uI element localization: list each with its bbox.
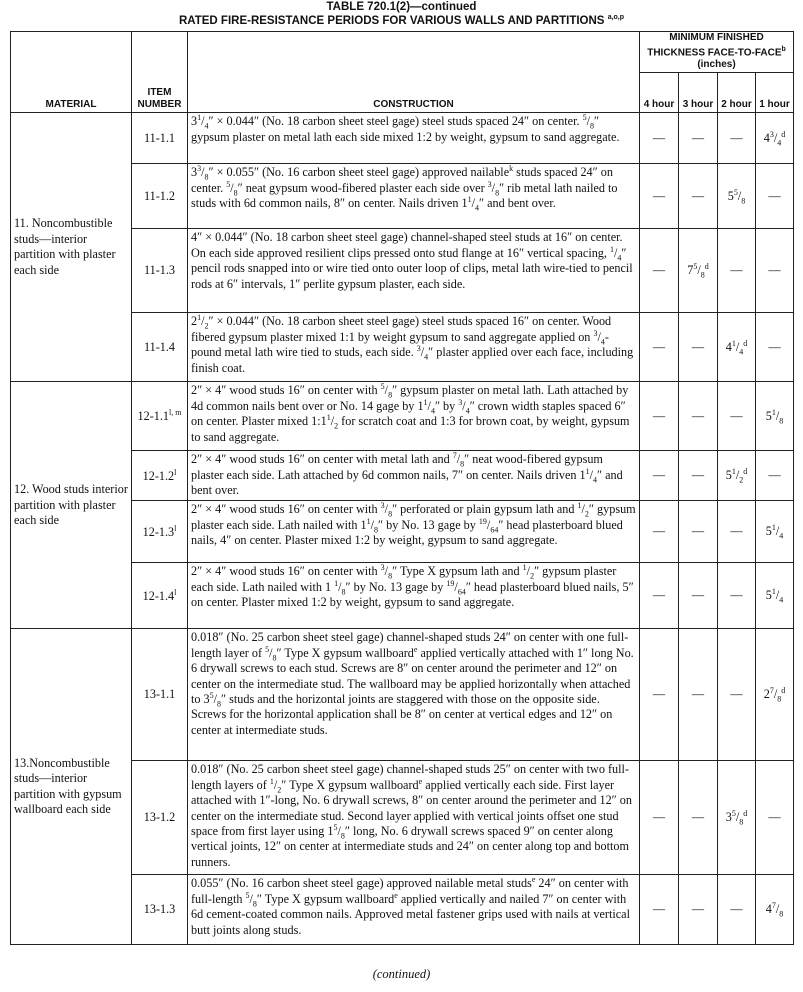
header-material: MATERIAL	[11, 32, 132, 113]
subtitle-notes: a,o,p	[607, 14, 625, 21]
construction-cell: $2^1/_2'' \times 0.044''$ (No. 18 carbon sheet steel gage) steel studs spaced 16″ on center. Wood fibered gypsum plaster mixed 1:1 by weight gypsum to sand aggregate applied on $^3/_4$-pound metal lath wire tied to studs, each side. $^3/_4''$ plaster applied over each face, including finish coat.	[188, 313, 640, 382]
rating-cell-4-hour: —	[640, 451, 679, 501]
material-cell: 12. Wood studs interior partition with plaster each side	[11, 382, 132, 629]
rating-cell-2-hour: —	[718, 875, 756, 945]
rating-cell-2-hour: $4^1/_4^d$	[718, 313, 756, 382]
rating-cell-2-hour: —	[718, 229, 756, 313]
rating-cell-3-hour: $7^5/_8^d$	[679, 229, 718, 313]
rating-cell-4-hour: —	[640, 563, 679, 629]
table-body	[11, 113, 794, 945]
rating-cell-2-hour: —	[718, 563, 756, 629]
rating-cell-2-hour: —	[718, 113, 756, 164]
rating-cell-3-hour: —	[679, 563, 718, 629]
header-1-hour: 1 hour	[756, 73, 794, 113]
construction-cell: 2″ × 4″ wood studs 16″ on center with $^3/_8''$ Type X gypsum lath and $^1/_2''$ gypsum plaster each side. Lath nailed with 1 $^1/_8''$ by No. 13 gage by $^{19}/_{64}''$ head plasterboard blued nails, 5″ on center. Plaster mixed 1:2 by weight, gypsum to sand aggregate.	[188, 563, 640, 629]
rating-cell-4-hour: —	[640, 875, 679, 945]
construction-cell: 0.055″ (No. 16 carbon sheet steel gage) approved nailable metal studs$^e$ 24″ on center with full-length $^5/_8''$ Type X gypsum wallboard$^e$ applied vertically and nailed 7″ on center with 6d cement-coated common nails. Approved metal fastener grips used with nails at vertical butt joints along studs.	[188, 875, 640, 945]
item-number-cell: 12-1.1$^{l, m}$	[132, 382, 188, 451]
construction-cell: 0.018″ (No. 25 carbon sheet steel gage) channel-shaped studs 25″ on center with two full-length layers of $^1/_2''$ Type X gypsum wallboard$^e$ applied vertically each side. First layer attached with 1″-long, No. 6 drywall screws, 8″ on center around the perimeter and 12″ on center on the intermediate stud. Second layer applied with vertical joints offset one stud space from first layer using $1^5/_8''$ long, No. 6 drywall screws spaced 9″ on center along vertical joints, 12″ on center at intermediate studs and 24″ on center along top and bottom runners.	[188, 761, 640, 875]
header-thickness-unit: (inches)	[697, 59, 736, 71]
header-2-hour: 2 hour	[718, 73, 756, 113]
rating-cell-4-hour: —	[640, 382, 679, 451]
item-number-cell: 11-1.4	[132, 313, 188, 382]
rating-cell-4-hour: —	[640, 761, 679, 875]
rating-cell-3-hour: —	[679, 875, 718, 945]
rating-cell-3-hour: —	[679, 382, 718, 451]
rating-cell-4-hour: —	[640, 229, 679, 313]
header-row-top	[11, 32, 794, 73]
rating-cell-3-hour: —	[679, 113, 718, 164]
construction-cell: $3^1/_4'' \times 0.044''$ (No. 18 carbon sheet steel gage) steel studs spaced 24″ on center. $^5/_8''$ gypsum plaster on metal lath each side mixed 1:2 by weight, gypsum to sand aggregate.	[188, 113, 640, 164]
material-cell: 11. Noncombustible studs—interior partition with plaster each side	[11, 113, 132, 382]
item-number-cell: 13-1.1	[132, 629, 188, 761]
rating-cell-1-hour: —	[756, 229, 794, 313]
rating-cell-3-hour: —	[679, 313, 718, 382]
rating-cell-4-hour: —	[640, 113, 679, 164]
item-number-cell: 11-1.1	[132, 113, 188, 164]
rating-cell-1-hour: $5^1/_4$	[756, 501, 794, 563]
table-subtitle	[0, 14, 803, 27]
item-number-cell: 13-1.3	[132, 875, 188, 945]
item-number-cell: 11-1.3	[132, 229, 188, 313]
subtitle-text: RATED FIRE-RESISTANCE PERIODS FOR VARIOUS WALLS AND PARTITIONS	[178, 14, 605, 27]
rating-cell-1-hour: $4^3/_4^d$	[756, 113, 794, 164]
item-number-cell: 12-1.3$^l$	[132, 501, 188, 563]
rating-cell-3-hour: —	[679, 501, 718, 563]
rating-cell-1-hour: —	[756, 164, 794, 229]
header-item-number: ITEM NUMBER	[132, 32, 188, 113]
continued-footer: (continued)	[372, 967, 431, 981]
rating-cell-1-hour: $5^1/_4$	[756, 563, 794, 629]
header-construction: CONSTRUCTION	[188, 32, 640, 113]
rating-cell-2-hour: $5^5/_8$	[718, 164, 756, 229]
table-row	[11, 113, 794, 164]
construction-cell: 2″ × 4″ wood studs 16″ on center with metal lath and $^7/_8''$ neat wood-fibered gypsum plaster each side. Lath attached by 6d common nails, 7″ on center. Nails driven $1^1/_4''$ and bent over.	[188, 451, 640, 501]
header-4-hour: 4 hour	[640, 73, 679, 113]
rating-cell-1-hour: —	[756, 313, 794, 382]
material-cell: 13.Noncombustible studs—interior partition with gypsum wallboard each side	[11, 629, 132, 945]
construction-cell: 2″ × 4″ wood studs 16″ on center with $^5/_8''$ gypsum plaster on metal lath. Lath attached by 4d common nails bent over or No. 14 gage by $1^1/_4''$ by $^3/_4''$ crown width staples spaced 6″ on center. Plaster mixed $1:1^1/_2$ for scratch coat and 1:3 for brown coat, by weight, gypsum to sand aggregate.	[188, 382, 640, 451]
rating-cell-4-hour: —	[640, 164, 679, 229]
fire-resistance-table	[10, 31, 794, 945]
rating-cell-1-hour: $5^1/_8$	[756, 382, 794, 451]
rating-cell-2-hour: —	[718, 501, 756, 563]
table-title: TABLE 720.1(2)—continued	[326, 1, 477, 13]
rating-cell-2-hour: $3^5/_8^d$	[718, 761, 756, 875]
rating-cell-4-hour: —	[640, 501, 679, 563]
header-thickness-label: MINIMUM FINISHED THICKNESS FACE-TO-FACE	[647, 32, 782, 59]
rating-cell-1-hour: $2^7/_8^d$	[756, 629, 794, 761]
rating-cell-4-hour: —	[640, 313, 679, 382]
rating-cell-1-hour: —	[756, 451, 794, 501]
construction-cell: 2″ × 4″ wood studs 16″ on center with $^3/_8''$ perforated or plain gypsum lath and $^1/_2''$ gypsum plaster each side. Lath nailed with $1^1/_8''$ by No. 13 gage by $^{19}/_{64}''$ head plasterboard blued nails, 4″ on center. Plaster mixed 1:2 by weight, gypsum to sand aggregate.	[188, 501, 640, 563]
item-number-cell: 12-1.2$^l$	[132, 451, 188, 501]
rating-cell-1-hour: $4^7/_8$	[756, 875, 794, 945]
rating-cell-1-hour: —	[756, 761, 794, 875]
header-thickness-group	[640, 32, 794, 73]
header-thickness-note: b	[781, 46, 786, 53]
table-row	[11, 382, 794, 451]
rating-cell-3-hour: —	[679, 164, 718, 229]
construction-cell: 4″ × 0.044″ (No. 18 carbon sheet steel gage) channel-shaped steel studs at 16″ on center. On each side approved resilient clips pressed onto stud flange at 16″ vertical spacing, $^1/_4''$ pencil rods snapped into or wire tied onto outer loop of clips, metal lath wire-tied to pencil rods at 6″ intervals, 1″ perlite gypsum plaster, each side.	[188, 229, 640, 313]
construction-cell: 0.018″ (No. 25 carbon sheet steel gage) channel-shaped studs 24″ on center with one full-length layer of $^5/_8''$ Type X gypsum wallboard$^e$ applied vertically attached with 1″ long No. 6 drywall screws to each stud. Screws are 8″ on center around the perimeter and 12″ on center on the intermediate stud. The wallboard may be applied horizontally when attached to $3^5/_8''$ studs and the horizontal joints are staggered with those on the opposite side. Screws for the horizontal application shall be 8″ on center at vertical edges and 12″ on center at intermediate studs.	[188, 629, 640, 761]
item-number-cell: 13-1.2	[132, 761, 188, 875]
rating-cell-3-hour: —	[679, 451, 718, 501]
header-3-hour: 3 hour	[679, 73, 718, 113]
rating-cell-2-hour: $5^1/_2^d$	[718, 451, 756, 501]
table-row	[11, 629, 794, 761]
construction-cell: $3^3/_8'' \times 0.055''$ (No. 16 carbon sheet steel gage) approved nailable$^k$ studs spaced 24″ on center. $^5/_8''$ neat gypsum wood-fibered plaster each side over $^3/_8''$ rib metal lath nailed to studs with 6d common nails, 8″ on center. Nails driven $1^1/_4''$ and bent over.	[188, 164, 640, 229]
rating-cell-3-hour: —	[679, 629, 718, 761]
item-number-cell: 12-1.4$^l$	[132, 563, 188, 629]
item-number-cell: 11-1.2	[132, 164, 188, 229]
rating-cell-4-hour: —	[640, 629, 679, 761]
rating-cell-2-hour: —	[718, 382, 756, 451]
rating-cell-3-hour: —	[679, 761, 718, 875]
rating-cell-2-hour: —	[718, 629, 756, 761]
